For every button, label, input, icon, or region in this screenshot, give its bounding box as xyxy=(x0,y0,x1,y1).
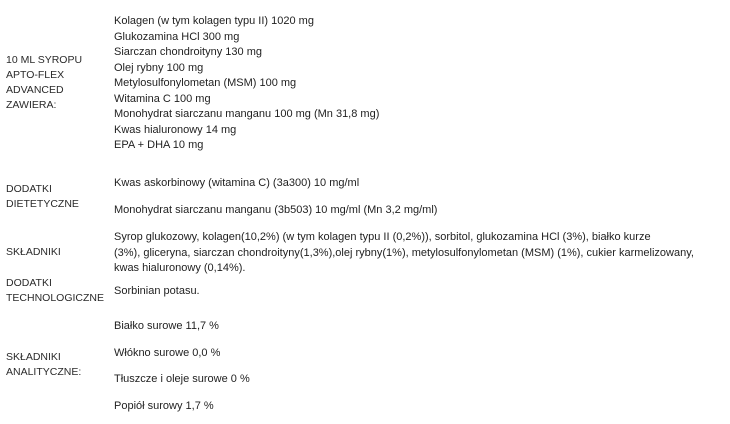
composition-item: EPA + DHA 10 mg xyxy=(114,139,204,151)
technological-additives-label xyxy=(6,276,110,306)
composition-item: Siarczan chondroityny 130 mg xyxy=(114,46,262,58)
analytical-constituents-list xyxy=(114,319,724,414)
ingredients-text xyxy=(114,230,724,277)
ingredients-line: kwas hialuronowy (0,14%). xyxy=(114,262,246,274)
composition-item: Metylosulfonylometan (MSM) 100 mg xyxy=(114,77,297,89)
analytical-constituents-label xyxy=(6,350,110,380)
dietary-additives-label xyxy=(6,182,110,212)
technological-additives-text xyxy=(114,284,724,300)
composition-item: Witamina C 100 mg xyxy=(114,92,211,105)
composition-label-line: ZAWIERA: xyxy=(6,99,57,111)
dietary-additives-label-line: DIETETYCZNE xyxy=(6,198,79,210)
dietary-additives-list xyxy=(114,176,724,218)
analytical-constituents-label-line: ANALITYCZNE: xyxy=(6,366,82,378)
ingredients-line: (3%), gliceryna, siarczan chondroityny(1,3%),olej rybny(1%), metylosulfonylometan (MSM) (1%), cukier karmelizowany, xyxy=(114,246,694,259)
ingredients-label xyxy=(6,245,110,260)
technological-additive-item: Sorbinian potasu. xyxy=(114,285,200,297)
analytical-constituent-item: Białko surowe 11,7 % xyxy=(114,320,219,332)
technological-additives-label-line: DODATKI xyxy=(6,277,52,289)
analytical-constituent-item: Włókno surowe 0,0 % xyxy=(114,346,221,359)
dietary-additive-item: Monohydrat siarczanu manganu (3b503) 10 mg/ml (Mn 3,2 mg/ml) xyxy=(114,203,438,216)
composition-list xyxy=(114,14,724,154)
composition-item: Kwas hialuronowy 14 mg xyxy=(114,123,237,136)
composition-item: Kolagen (w tym kolagen typu II) 1020 mg xyxy=(114,15,314,27)
composition-item: Monohydrat siarczanu manganu 100 mg (Mn 31,8 mg) xyxy=(114,108,380,120)
composition-label-line: 10 ML SYROPU xyxy=(6,54,83,66)
composition-label xyxy=(6,53,110,113)
analytical-constituent-item: Popiół surowy 1,7 % xyxy=(114,399,214,412)
ingredients-label-line: SKŁADNIKI xyxy=(6,246,61,258)
analytical-constituent-item: Tłuszcze i oleje surowe 0 % xyxy=(114,373,250,385)
ingredients-line: Syrop glukozowy, kolagen(10,2%) (w tym kolagen typu II (0,2%)), sorbitol, glukozamina HCl (3%), białko kurze xyxy=(114,231,651,243)
dietary-additive-item: Kwas askorbinowy (witamina C) (3a300) 10 mg/ml xyxy=(114,177,360,189)
dietary-additives-label-line: DODATKI xyxy=(6,183,52,195)
composition-item: Glukozamina HCl 300 mg xyxy=(114,30,240,43)
composition-label-line: APTO-FLEX xyxy=(6,69,65,81)
analytical-constituents-label-line: SKŁADNIKI xyxy=(6,351,61,363)
composition-label-line: ADVANCED xyxy=(6,84,64,96)
composition-item: Olej rybny 100 mg xyxy=(114,61,204,74)
technological-additives-label-line: TECHNOLOGICZNE xyxy=(6,292,105,304)
